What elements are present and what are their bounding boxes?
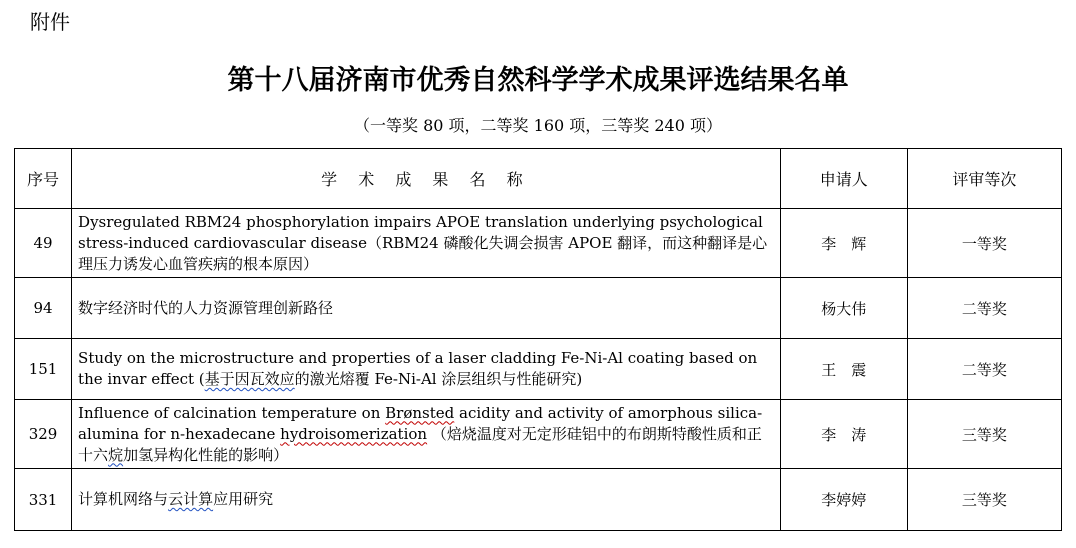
row-applicant: 李 辉: [780, 209, 907, 278]
row-grade: 三等奖: [907, 400, 1061, 469]
row-name-part: 加氢异构化性能的影响）: [123, 445, 289, 464]
row-applicant: 王 震: [780, 339, 907, 400]
table-row: [15, 400, 1062, 469]
row-grade: 二等奖: [907, 339, 1061, 400]
row-name-part: 云计算: [168, 490, 214, 508]
header-name: 学 术 成 果 名 称: [72, 149, 781, 209]
row-name-part: Study on the microstructure and properties of a laser cladding Fe-Ni-Al coating based on the invar effect (: [78, 349, 758, 388]
table-row: [15, 209, 1062, 278]
header-no: 序号: [15, 149, 72, 209]
row-no: 329: [15, 400, 72, 469]
table-row: [15, 469, 1062, 531]
row-name: [72, 339, 781, 400]
row-applicant: 李婷婷: [780, 469, 907, 531]
page-subtitle: （一等奖 80 项，二等奖 160 项，三等奖 240 项）: [354, 116, 722, 135]
row-name-part: hydroisomerization: [280, 424, 428, 443]
row-no: 331: [15, 469, 72, 531]
row-name-part: Brønsted: [385, 403, 455, 422]
row-name-part: （焙烧温度对无定形硅铝中的布朗斯特酸性质和正十六: [78, 424, 762, 464]
row-no: 151: [15, 339, 72, 400]
row-name-part: acidity and activity of amorphous silica-alumina for n-hexadecane: [78, 403, 763, 443]
page-title: 第十八届济南市优秀自然科学学术成果评选结果名单: [227, 65, 849, 96]
header-applicant: 申请人: [780, 149, 907, 209]
row-grade: 一等奖: [907, 209, 1061, 278]
row-grade: 二等奖: [907, 278, 1061, 339]
results-table: [14, 148, 1062, 531]
row-name: [72, 469, 781, 531]
attachment-label: 附件: [30, 10, 70, 34]
row-name-part: 应用研究: [213, 490, 274, 508]
row-no: 49: [15, 209, 72, 278]
row-name: [72, 400, 781, 469]
header-grade: 评审等次: [907, 149, 1061, 209]
row-name-part: 烷: [108, 445, 124, 464]
row-applicant: 李 涛: [780, 400, 907, 469]
row-no: 94: [15, 278, 72, 339]
row-grade: 三等奖: [907, 469, 1061, 531]
row-name-part: 的激光熔覆 Fe-Ni-Al 涂层组织与性能研究): [294, 370, 583, 388]
row-name: 数字经济时代的人力资源管理创新路径: [72, 278, 781, 339]
table-row: [15, 339, 1062, 400]
row-name: Dysregulated RBM24 phosphorylation impairs APOE translation underlying psychological stress-induced cardiovascular disease（RBM24 磷酸化失调会损害 APOE 翻译，而这种翻译是心理压力诱发心血管疾病的根本原因）: [72, 209, 781, 278]
row-name-part: 基于因瓦效应: [204, 370, 295, 388]
row-name-part: Influence of calcination temperature on: [78, 403, 386, 422]
table-header-row: [15, 149, 1062, 209]
table-row: [15, 278, 1062, 339]
row-applicant: 杨大伟: [780, 278, 907, 339]
row-name-part: 计算机网络与: [78, 490, 169, 508]
